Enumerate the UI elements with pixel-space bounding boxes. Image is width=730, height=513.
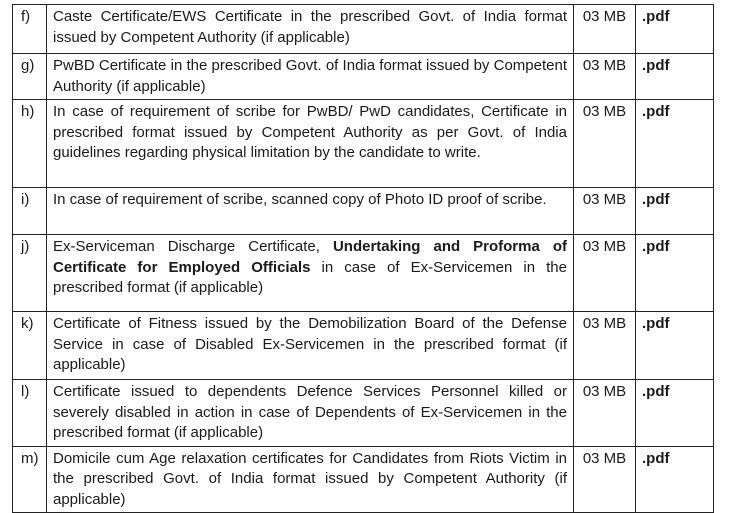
file-format: .pdf <box>636 235 714 312</box>
max-file-size: 03 MB <box>574 188 636 235</box>
max-file-size: 03 MB <box>574 100 636 188</box>
description-text: in case of Ex-Servicemen in the prescribed format (if applicable) <box>53 258 567 296</box>
file-format: .pdf <box>636 5 714 54</box>
row-number: l) <box>13 380 47 447</box>
max-file-size: 03 MB <box>574 446 636 513</box>
row-number: g) <box>13 54 47 100</box>
document-description: In case of requirement of scribe for PwBD/ PwD candidates, Certificate in prescribed format issued by Competent Authority as per Govt. of India guidelines regarding physical limitation by the candidate to write. <box>47 100 574 188</box>
file-format: .pdf <box>636 54 714 100</box>
table-row <box>13 446 714 513</box>
document-description: Certificate issued to dependents Defence Services Personnel killed or severely disabled in action in case of Dependents of Ex-Servicemen in the prescribed format (if applicable) <box>47 380 574 447</box>
file-format: .pdf <box>636 446 714 513</box>
max-file-size: 03 MB <box>574 380 636 447</box>
file-format: .pdf <box>636 380 714 447</box>
table-row <box>13 312 714 380</box>
table-row <box>13 100 714 188</box>
max-file-size: 03 MB <box>574 5 636 54</box>
max-file-size: 03 MB <box>574 312 636 380</box>
file-format: .pdf <box>636 312 714 380</box>
table-row <box>13 235 714 312</box>
table-row <box>13 380 714 447</box>
description-text: Ex-Serviceman Discharge Certificate, <box>53 238 333 255</box>
document-description: Caste Certificate/EWS Certificate in the prescribed Govt. of India format issued by Competent Authority (if applicable) <box>47 5 574 54</box>
description-bold-text: Undertaking and Proforma of Certificate for Employed Officials <box>53 238 567 276</box>
max-file-size: 03 MB <box>574 235 636 312</box>
file-format: .pdf <box>636 100 714 188</box>
max-file-size: 03 MB <box>574 54 636 100</box>
row-number: j) <box>13 235 47 312</box>
row-number: k) <box>13 312 47 380</box>
document-description: In case of requirement of scribe, scanned copy of Photo ID proof of scribe. <box>47 188 574 235</box>
document-description <box>47 235 574 312</box>
document-description: Certificate of Fitness issued by the Demobilization Board of the Defense Service in case of Disabled Ex-Servicemen in the prescribed format (if applicable) <box>47 312 574 380</box>
file-format: .pdf <box>636 188 714 235</box>
document-description: PwBD Certificate in the prescribed Govt. of India format issued by Competent Authority (if applicable) <box>47 54 574 100</box>
row-number: h) <box>13 100 47 188</box>
document-description: Domicile cum Age relaxation certificates for Candidates from Riots Victim in the prescribed Govt. of India format issued by Competent Authority (if applicable) <box>47 446 574 513</box>
row-number: i) <box>13 188 47 235</box>
documents-table <box>12 4 714 513</box>
table-row <box>13 5 714 54</box>
table-row <box>13 54 714 100</box>
row-number: f) <box>13 5 47 54</box>
row-number: m) <box>13 446 47 513</box>
table-row <box>13 188 714 235</box>
